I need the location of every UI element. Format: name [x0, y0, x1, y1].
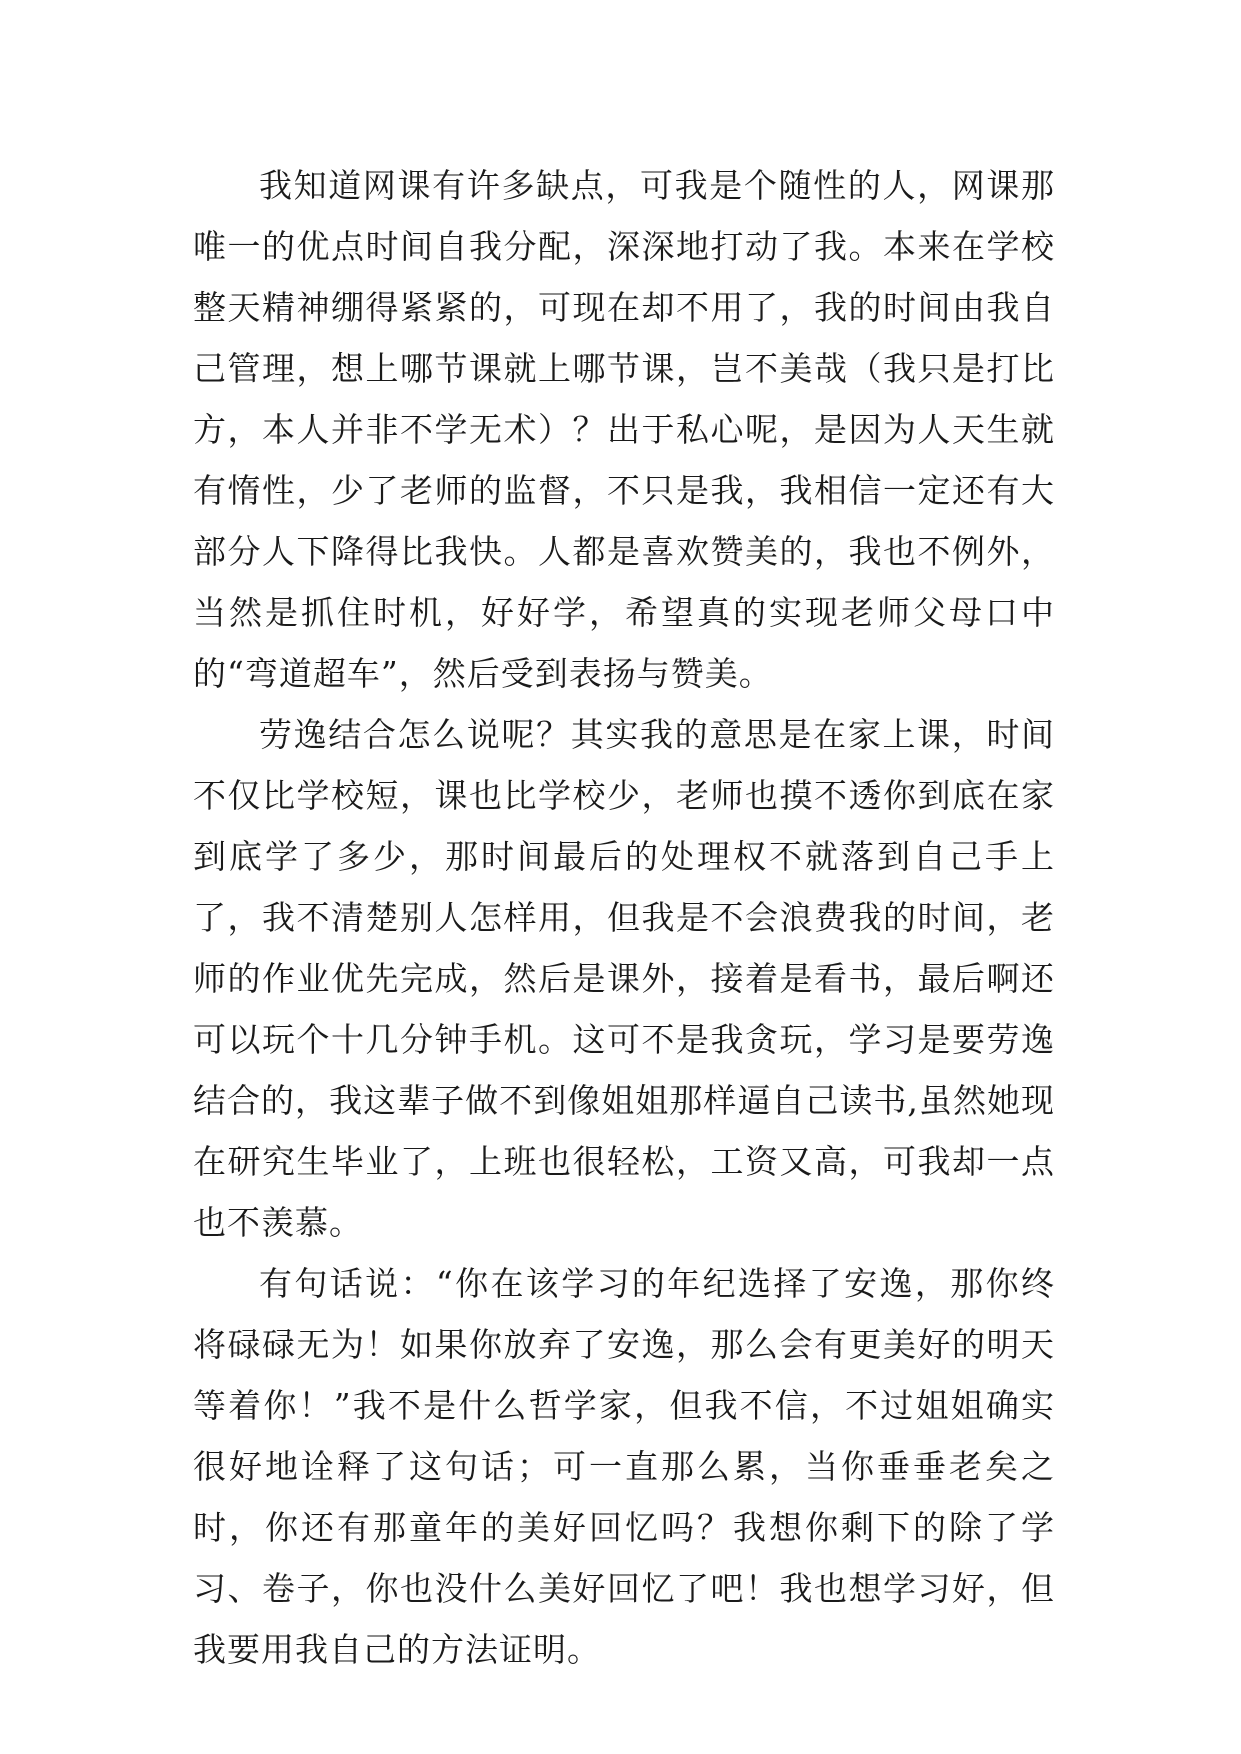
paragraph-2: 劳逸结合怎么说呢？其实我的意思是在家上课，时间不仅比学校短，课也比学校少，老师也摸不透你到底在家到底学了多少，那时间最后的处理权不就落到自己手上了，我不清楚别人怎样用，但我是不会浪费我的时间，老师的作业优先完成，然后是课外，接着是看书，最后啊还可以玩个十几分钟手机。这可不是我贪玩，学习是要劳逸结合的，我这辈子做不到像姐姐那样逼自己读书,虽然她现在研究生毕业了，上班也很轻松，工资又高，可我却一点也不羡慕。	[193, 715, 1055, 1242]
paragraph-3: 有句话说：“你在该学习的年纪选择了安逸，那你终将碌碌无为！如果你放弃了安逸，那么会有更美好的明天等着你！”我不是什么哲学家，但我不信，不过姐姐确实很好地诠释了这句话；可一直那么累，当你垂垂老矣之时，你还有那童年的美好回忆吗？我想你剩下的除了学习、卷子，你也没什么美好回忆了吧！我也想学习好，但我要用我自己的方法证明。	[193, 1264, 1055, 1669]
document-body	[193, 155, 1055, 1680]
paragraph-1: 我知道网课有许多缺点，可我是个随性的人，网课那唯一的优点时间自我分配，深深地打动了我。本来在学校整天精神绷得紧紧的，可现在却不用了，我的时间由我自己管理，想上哪节课就上哪节课，岂不美哉（我只是打比方，本人并非不学无术）？出于私心呢，是因为人天生就有惰性，少了老师的监督，不只是我，我相信一定还有大部分人下降得比我快。人都是喜欢赞美的，我也不例外，当然是抓住时机，好好学，希望真的实现老师父母口中的“弯道超车”，然后受到表扬与赞美。	[193, 166, 1055, 693]
